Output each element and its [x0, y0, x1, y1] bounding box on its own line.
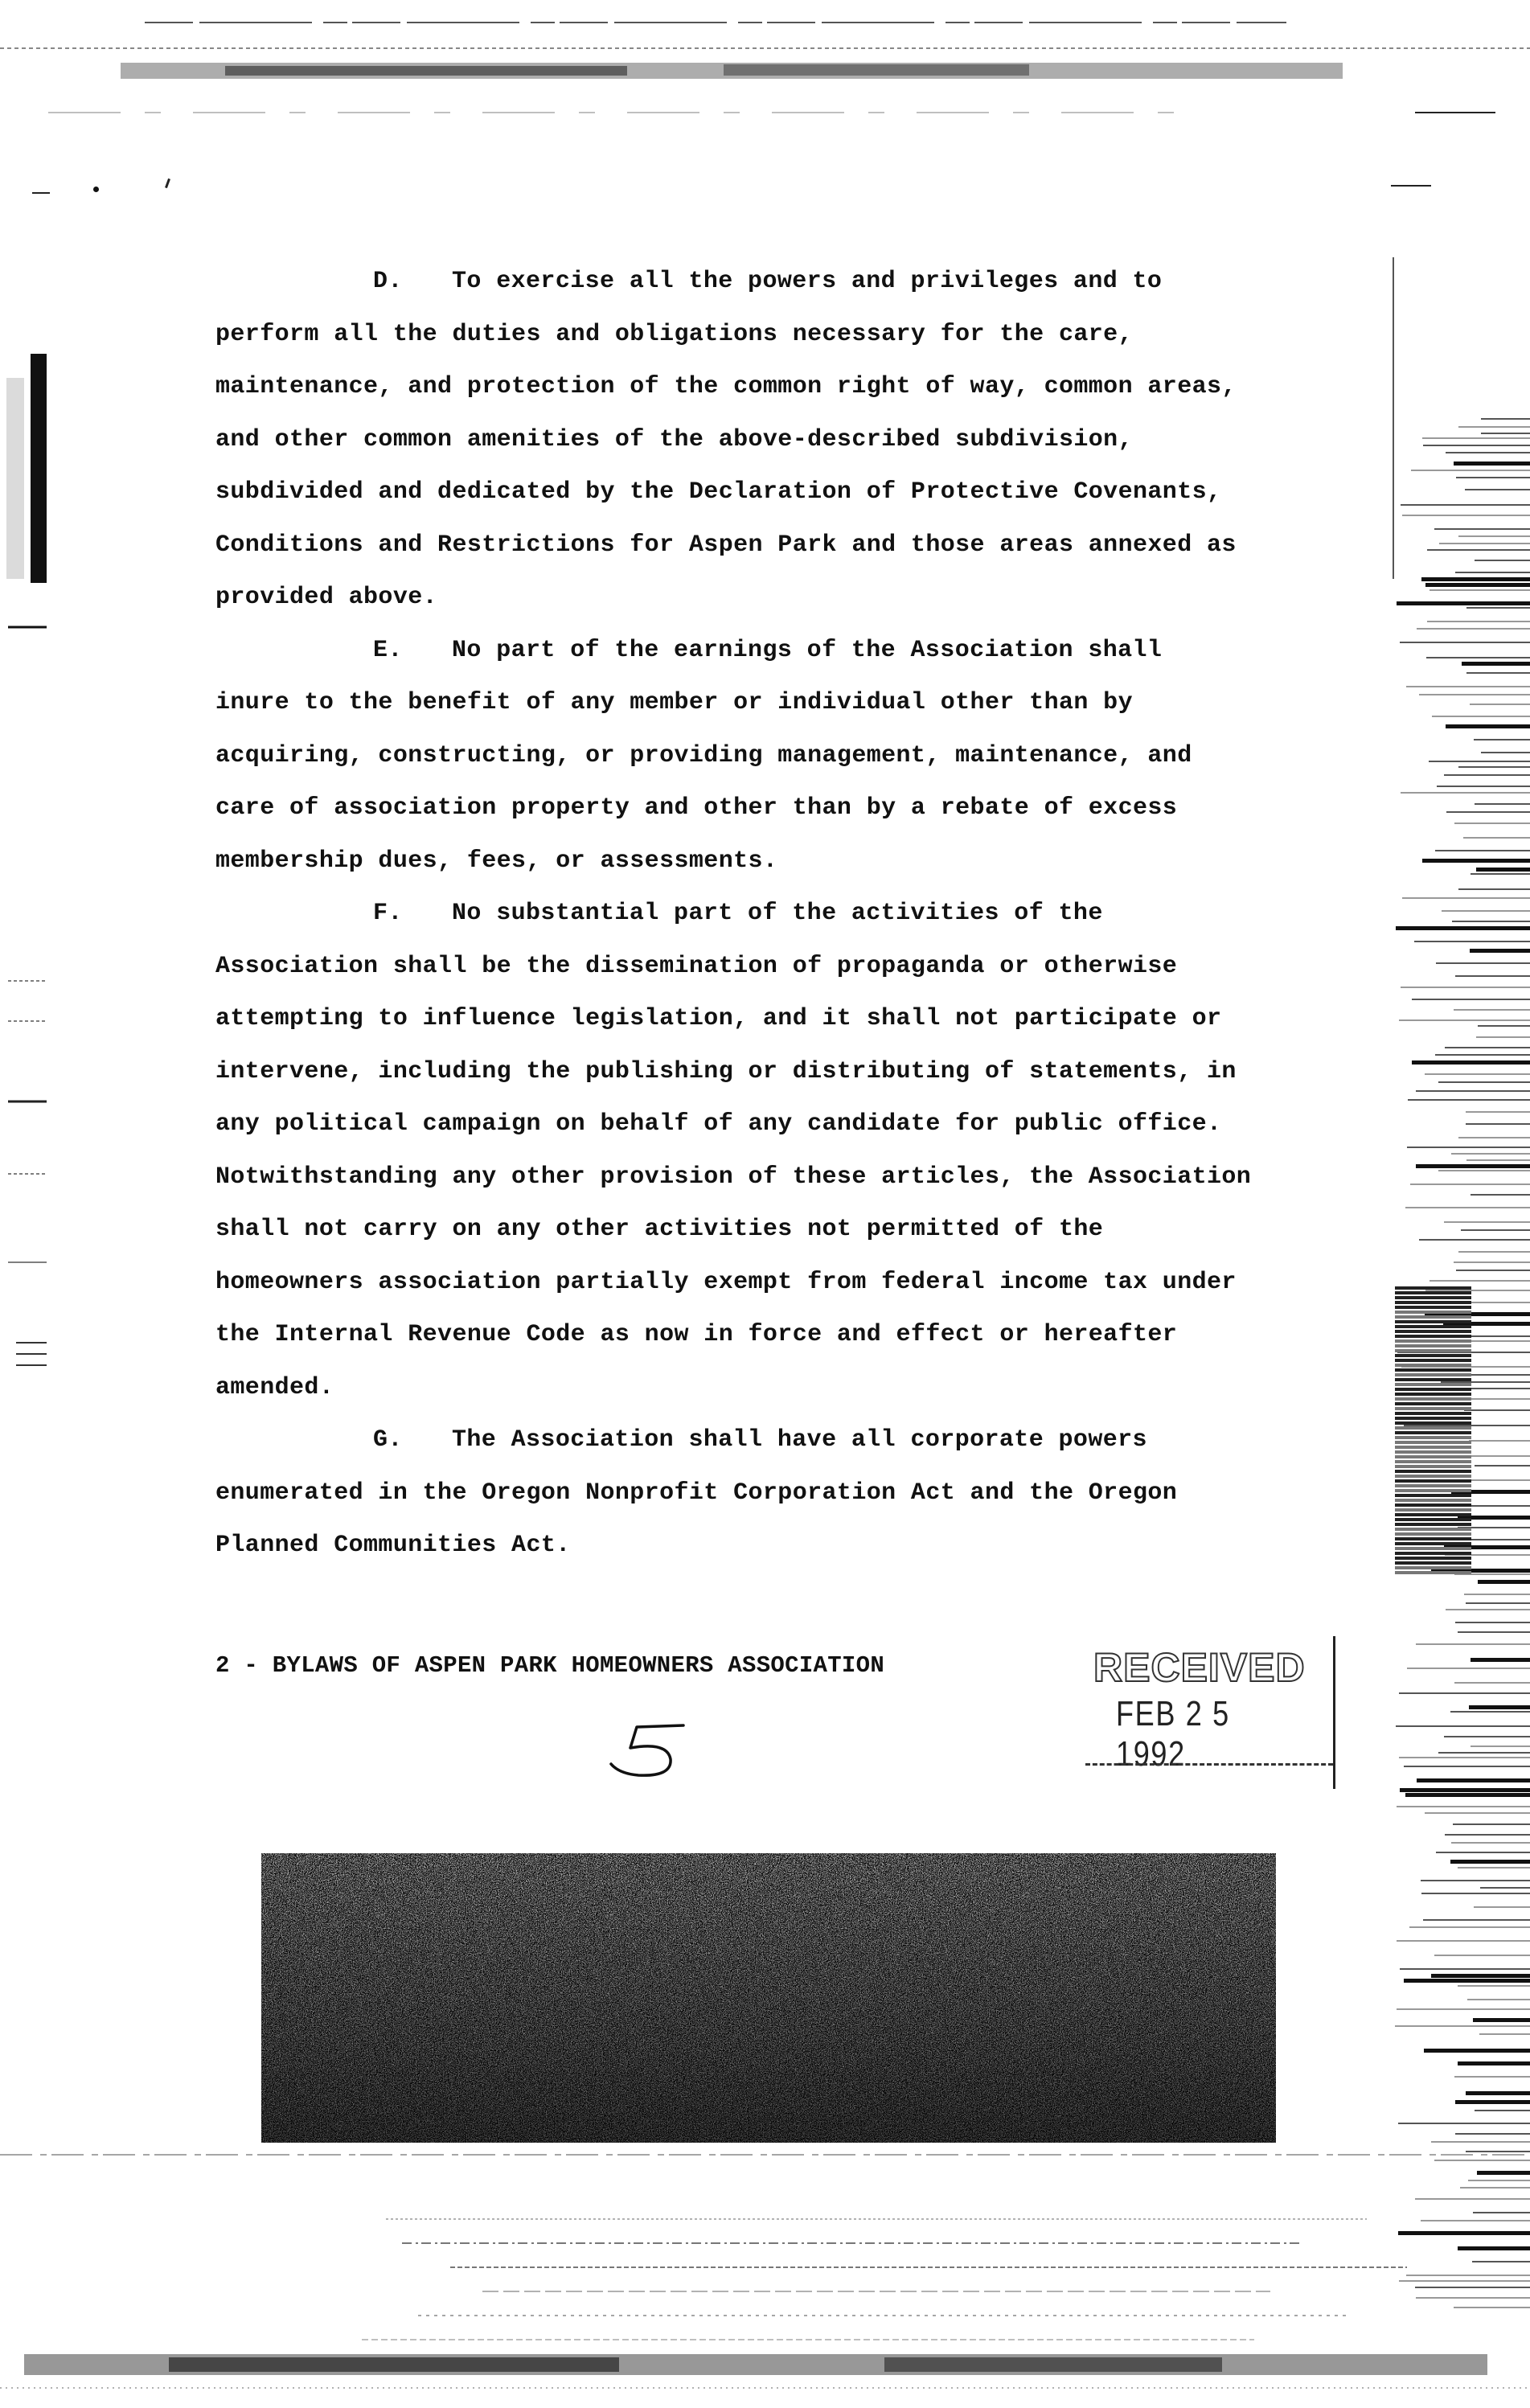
paragraph-first-line: No part of the earnings of the Association shall: [452, 636, 1163, 664]
paragraph-body: inure to the benefit of any member or individual other than by acquiring, constructing, or providing management, maintenance, and care of association property and other than by a rebate of excess membership dues, fees, or assessments.: [215, 689, 1192, 875]
paragraph-f: [215, 888, 1261, 1414]
paragraph-label: G.: [373, 1426, 403, 1454]
stamp-title: RECEIVED: [1093, 1645, 1306, 1690]
page-footer: 2 - BYLAWS OF ASPEN PARK HOMEOWNERS ASSOCIATION: [215, 1652, 885, 1679]
paragraph-first-line: No substantial part of the activities of the: [452, 900, 1103, 927]
paragraph-e: [215, 625, 1261, 888]
stamp-dashed-line: [1085, 1763, 1333, 1766]
bottom-scan-artifact: [0, 2147, 1530, 2404]
received-stamp: [1077, 1636, 1335, 1789]
top-scan-artifact: [0, 0, 1530, 137]
paragraph-body: perform all the duties and obligations necessary for the care, maintenance, and protection of the common right of way, common areas, and other common amenities of the above-described subdivision, subdivided and dedicated by the Declaration of Protective Covenants, Conditions and Restrictions for Aspen Park and those areas annexed as provided above.: [215, 320, 1237, 611]
paragraph-label: F.: [373, 900, 403, 927]
handwritten-five-icon: [603, 1719, 691, 1783]
stray-mark: [165, 178, 170, 188]
left-margin-artifacts: [0, 0, 64, 2404]
paragraph-d: [215, 256, 1261, 625]
stamp-date: FEB 2 5 1992: [1116, 1694, 1230, 1774]
paragraph-body: Association shall be the dissemination of propaganda or otherwise attempting to influence legislation, and it shall not participate or intervene, including the publishing or distributing of statements, in any political campaign on behalf of any candidate for public office. Notwithstanding any other provision of these articles, the Association shall not carry on any other activities not permitted of the homeowners association partially exempt from federal income tax under the Internal Revenue Code as now in force and effect or hereafter amended.: [215, 952, 1252, 1401]
stray-dot: [93, 187, 99, 192]
paragraph-body: enumerated in the Oregon Nonprofit Corporation Act and the Oregon Planned Communities Act.: [215, 1479, 1178, 1559]
paragraph-label: D.: [373, 268, 403, 295]
paragraph-first-line: The Association shall have all corporate powers: [452, 1426, 1147, 1454]
document-body: [215, 256, 1261, 1573]
scanned-noise-image: [261, 1853, 1276, 2143]
right-margin-artifacts: [1391, 0, 1530, 2404]
paragraph-first-line: To exercise all the powers and privileges and to: [452, 268, 1163, 295]
handwritten-page-number: [603, 1719, 691, 1787]
paragraph-g: [215, 1414, 1261, 1573]
paragraph-label: E.: [373, 636, 403, 664]
